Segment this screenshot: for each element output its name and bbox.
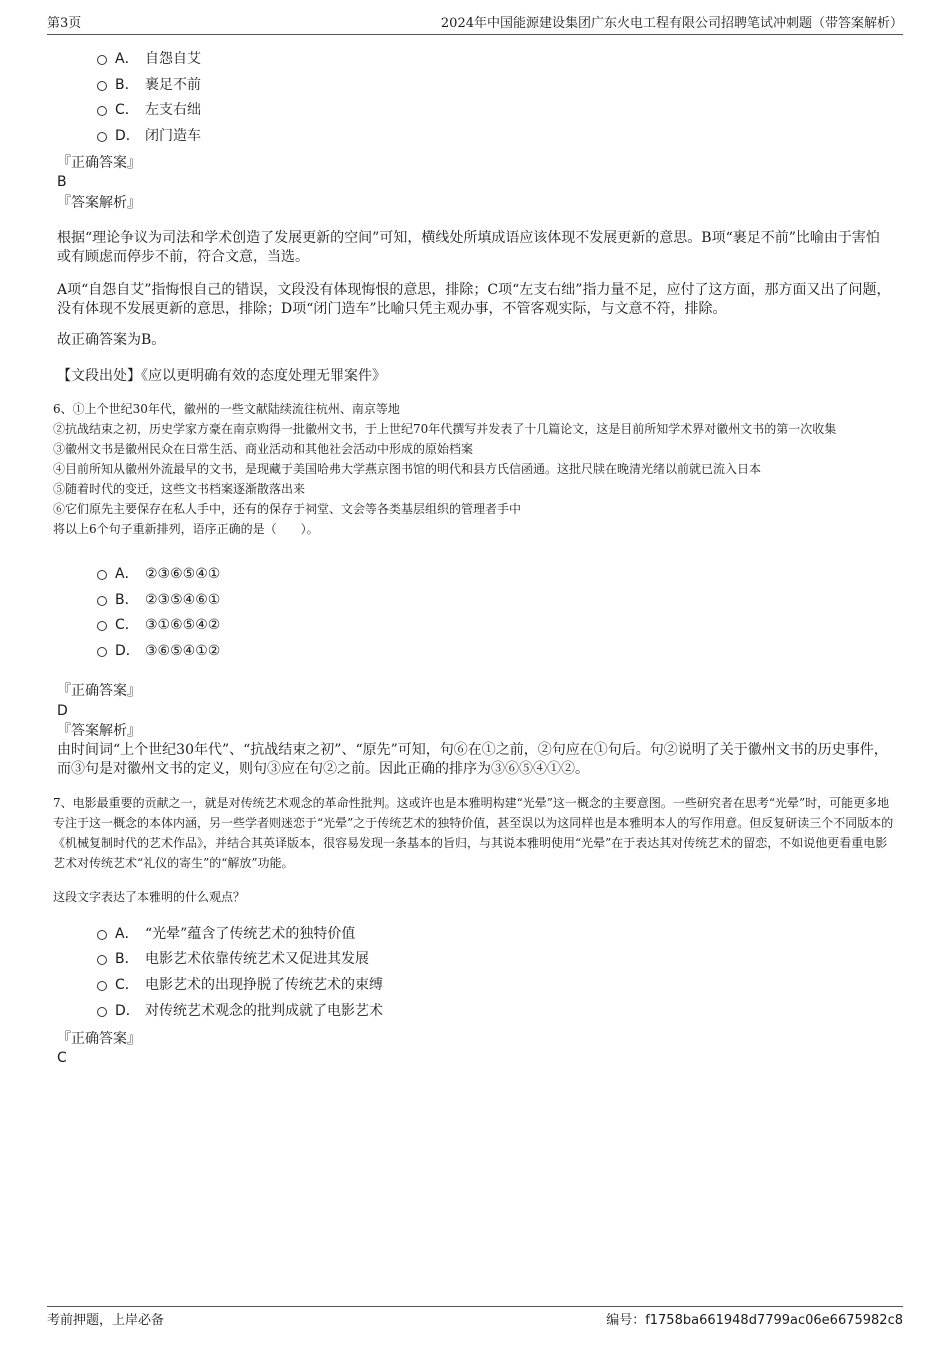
document-id: 编号：f1758ba661948d7799ac06e6675982c8 bbox=[606, 1313, 903, 1328]
page-number: 第3页 bbox=[47, 16, 82, 31]
page-footer bbox=[47, 1306, 903, 1331]
q5-analysis-2: A项“自怨自艾”指悔恨自己的错误，文段没有体现悔恨的意思，排除；C项“左支右绌”指力量不足，应付了这方面，那方面又出了问题，没有体现不发展更新的意思，排除；D项“闭门造车”比喻只凭主观办事，不管客观实际，与文意不符，排除。 bbox=[57, 282, 891, 317]
q5-analysis-3: 故正确答案为B。 bbox=[57, 332, 166, 348]
radio-icon[interactable] bbox=[97, 55, 107, 65]
q7-option-d[interactable]: D． 对传统艺术观念的批判成就了电影艺术 bbox=[97, 999, 383, 1023]
q5-option-d[interactable]: D． 闭门造车 bbox=[97, 124, 201, 148]
q5-source: 【文段出处】《应以更明确有效的态度处理无罪案件》 bbox=[57, 368, 386, 384]
radio-icon[interactable] bbox=[97, 647, 107, 657]
q6-answer-label: 『正确答案』 bbox=[57, 683, 141, 699]
q7-answer: C bbox=[57, 1050, 67, 1066]
radio-icon[interactable] bbox=[97, 132, 107, 142]
radio-icon[interactable] bbox=[97, 981, 107, 991]
radio-icon[interactable] bbox=[97, 570, 107, 580]
q7-question: 这段文字表达了本雅明的什么观点？ bbox=[53, 890, 246, 904]
q5-analysis-label: 『答案解析』 bbox=[57, 195, 141, 211]
q7-stem: 7、电影最重要的贡献之一，就是对传统艺术观念的革命性批判。这或许也是本雅明构建“光晕”这一概念的主要意图。一些研究者在思考“光晕”时，可能更多地专注于这一概念的本体内涵，另一些学者则迷恋于“光晕”之于传统艺术的独特价值，甚至误以为这同样也是本雅明本人的写作用意。但反复研读三个不同版本的《机械复制时代的艺术作品》，并结合其英译版本，很容易发现一条基本的旨归，与其说本雅明使用“光晕”在于表达其对传统艺术的留恋，不如说他更看重电影艺术对传统艺术“礼仪的寄生”的“解放”功能。 bbox=[53, 796, 894, 870]
q6-option-d[interactable]: D． ③⑥⑤④①② bbox=[97, 639, 220, 663]
q7-option-b[interactable]: B． 电影艺术依靠传统艺术又促进其发展 bbox=[97, 947, 369, 971]
q6-option-c[interactable]: C． ③①⑥⑤④② bbox=[97, 613, 220, 637]
q7-answer-label: 『正确答案』 bbox=[57, 1031, 141, 1047]
q6-analysis-label: 『答案解析』 bbox=[57, 723, 141, 739]
q6-analysis: 由时间词“上个世纪30年代”、“抗战结束之初”、“原先”可知，句⑥在①之前，②句应在①句后。句②说明了关于徽州文书的历史事件，而③句是对徽州文书的定义，则句③应在句②之前。因此正确的排序为③⑥⑤④①②。 bbox=[57, 742, 888, 777]
q7-option-a[interactable]: A． “光晕”蕴含了传统艺术的独特价值 bbox=[97, 922, 355, 946]
q6-option-b[interactable]: B． ②③⑤④⑥① bbox=[97, 588, 220, 612]
radio-icon[interactable] bbox=[97, 596, 107, 606]
q5-analysis-1: 根据“理论争议为司法和学术创造了发展更新的空间”可知，横线处所填成语应该体现不发展更新的意思。B项“裹足不前”比喻由于害怕或有顾虑而停步不前，符合文意，当选。 bbox=[57, 230, 880, 265]
radio-icon[interactable] bbox=[97, 955, 107, 965]
radio-icon[interactable] bbox=[97, 81, 107, 91]
footer-slogan: 考前押题，上岸必备 bbox=[47, 1313, 165, 1328]
radio-icon[interactable] bbox=[97, 930, 107, 940]
q5-option-a[interactable]: A． 自怨自艾 bbox=[97, 47, 201, 71]
radio-icon[interactable] bbox=[97, 106, 107, 116]
q5-answer: B bbox=[57, 174, 67, 190]
q5-option-c[interactable]: C． 左支右绌 bbox=[97, 98, 201, 122]
q7-option-c[interactable]: C． 电影艺术的出现挣脱了传统艺术的束缚 bbox=[97, 973, 383, 997]
document-title: 2024年中国能源建设集团广东火电工程有限公司招聘笔试冲刺题（带答案解析） bbox=[440, 16, 903, 31]
page-header bbox=[47, 14, 903, 35]
q6-answer: D bbox=[57, 703, 68, 719]
q5-option-b[interactable]: B． 裹足不前 bbox=[97, 73, 201, 97]
radio-icon[interactable] bbox=[97, 621, 107, 631]
q5-answer-label: 『正确答案』 bbox=[57, 155, 141, 171]
q6-stem: 6、①上个世纪30年代，徽州的一些文献陆续流往杭州、南京等地 ②抗战结束之初，历史学家方豪在南京购得一批徽州文书，于上世纪70年代撰写并发表了十几篇论文，这是目前所知学术界对徽州文书的第一次收集 ③徽州文书是徽州民众在日常生活、商业活动和其他社会活动中形成的原始档案 ④目前所知从徽州外流最早的文书，是现藏于美国哈弗大学燕京图书馆的明代和县方氏信函通。这批尺牍在晚清光绪以前就已流入日本 ⑤随着时代的变迁，这些文书档案逐渐散落出来 ⑥它们原先主要保存在私人手中，还有的保存于祠堂、文会等各类基层组织的管理者手中 将以上6个句子重新排列，语序正确的是（ ）。 bbox=[53, 402, 837, 536]
radio-icon[interactable] bbox=[97, 1007, 107, 1017]
q6-option-a[interactable]: A． ②③⑥⑤④① bbox=[97, 562, 220, 586]
